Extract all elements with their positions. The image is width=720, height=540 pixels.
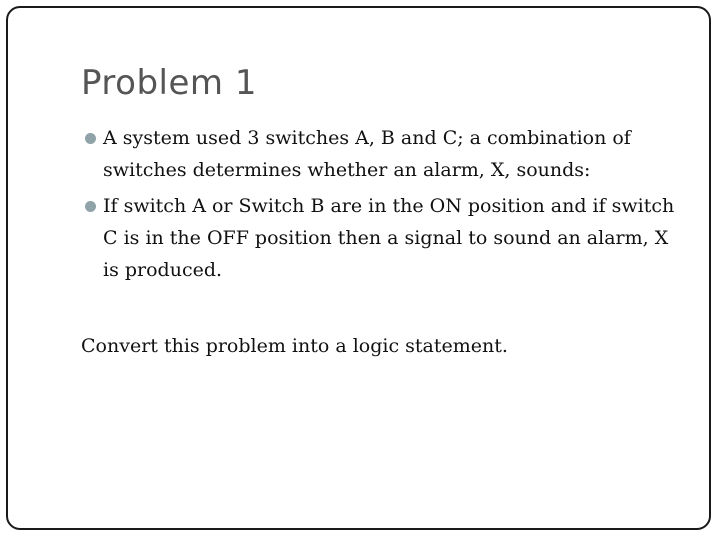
closing-instruction: Convert this problem into a logic statement. [81,335,508,357]
bullet-list [85,122,685,290]
slide-frame [6,6,711,530]
bullet-item-2 [85,190,685,286]
bullet-dot-icon [85,133,96,144]
slide-title: Problem 1 [81,63,257,103]
bullet-dot-icon [85,201,96,212]
bullet-text-2: If switch A or Switch B are in the ON position and if switch C is in the OFF position then a signal to sound an alarm, X is produced. [103,195,675,281]
bullet-item-1 [85,122,685,186]
bullet-text-1: A system used 3 switches A, B and C; a combination of switches determines whether an alarm, X, sounds: [103,127,631,181]
